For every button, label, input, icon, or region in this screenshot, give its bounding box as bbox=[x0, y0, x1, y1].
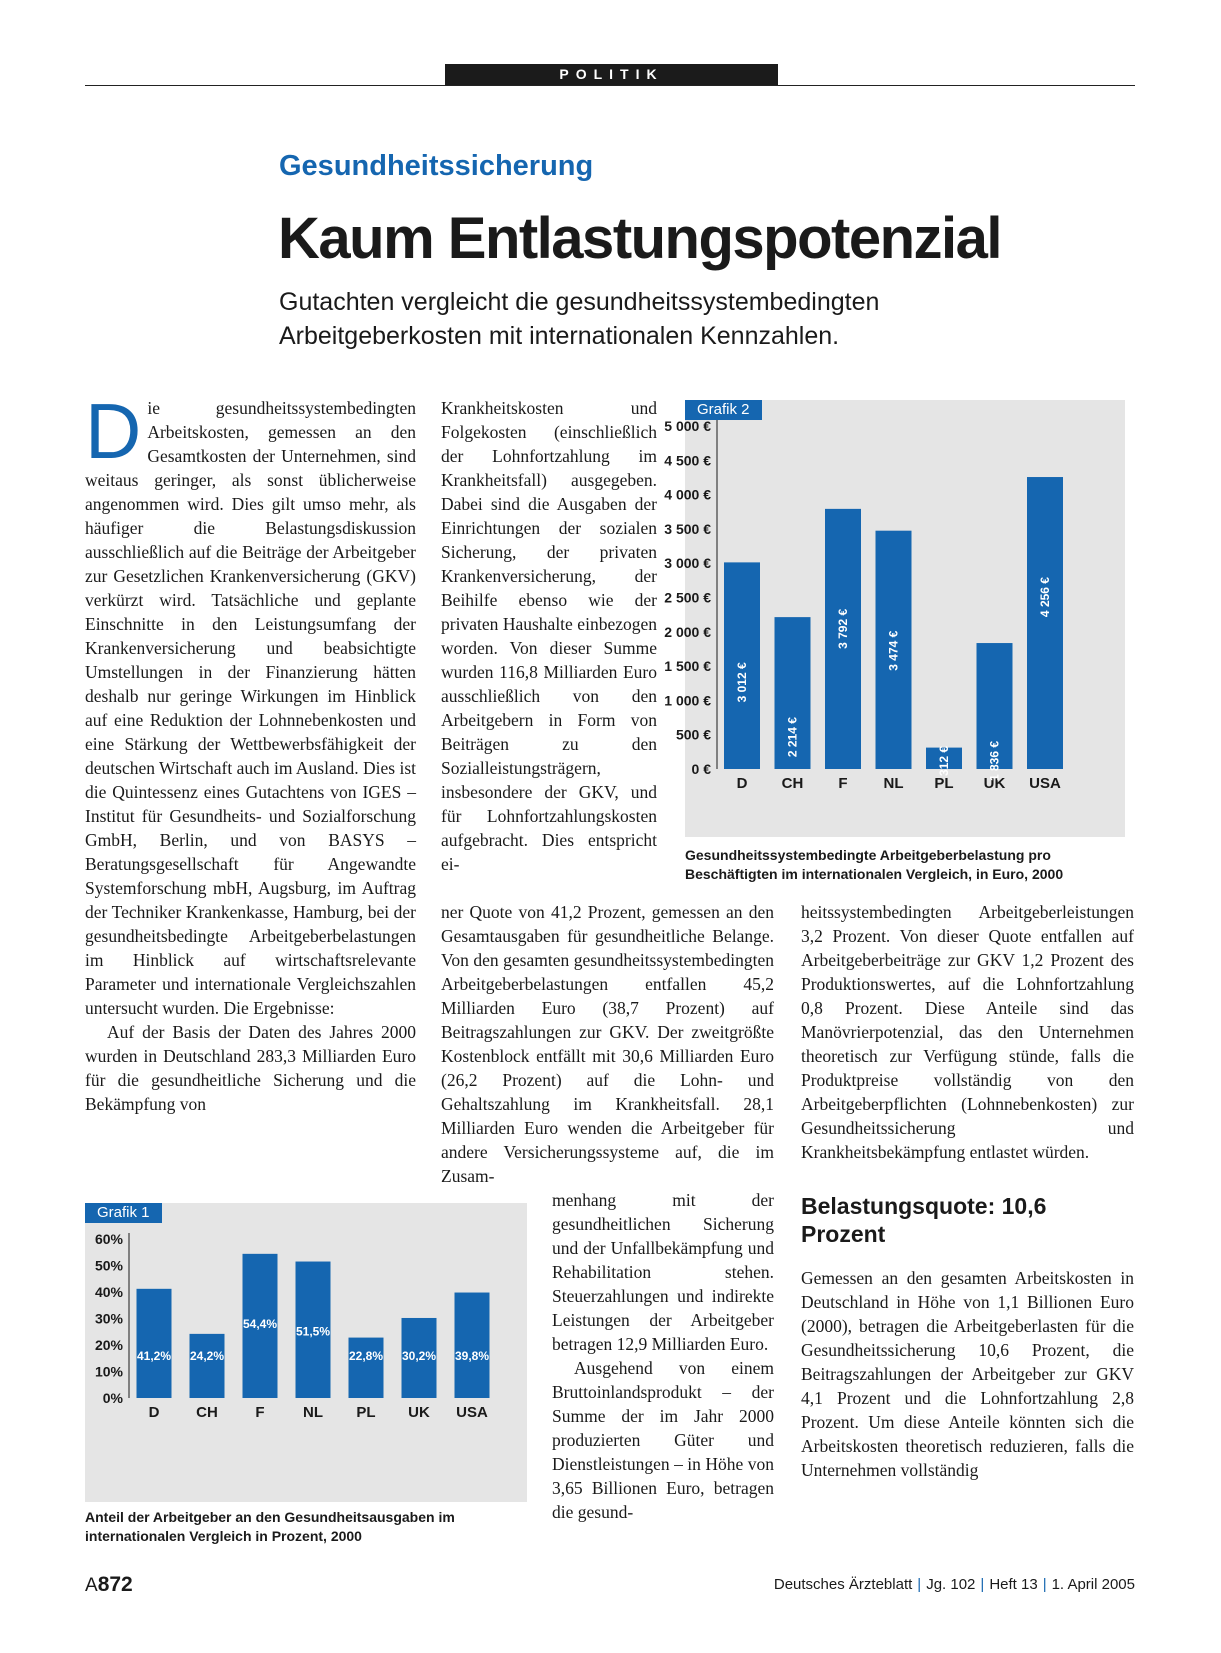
journal-date: 1. April 2005 bbox=[1051, 1576, 1135, 1593]
column-1 bbox=[85, 387, 416, 1116]
column-2-bottom bbox=[552, 1188, 774, 1524]
x-tick-label: CH bbox=[196, 1404, 218, 1421]
y-tick-label: 50% bbox=[94, 1257, 123, 1274]
data-label: 39,8% bbox=[454, 1349, 490, 1363]
subheading: Belastungsquote: 10,6 Prozent bbox=[801, 1193, 1047, 1247]
y-tick-label: 500 € bbox=[675, 726, 711, 743]
x-tick-label: PL bbox=[934, 775, 954, 792]
chart-tag: Grafik 2 bbox=[685, 400, 762, 420]
data-label: 4 256 € bbox=[1038, 577, 1052, 618]
article-kicker: Gesundheitssicherung bbox=[279, 150, 594, 182]
y-tick-label: 10% bbox=[94, 1363, 123, 1380]
x-tick-label: USA bbox=[1029, 775, 1061, 792]
x-tick-label: PL bbox=[356, 1404, 376, 1421]
bar-d bbox=[137, 1289, 172, 1398]
chart-caption: Gesundheitssystembedingte Arbeitgeberbelastung pro Beschäftigten im internationalen Vergleich, in Euro, 2000 bbox=[685, 847, 1064, 882]
page-number bbox=[85, 1573, 133, 1597]
page-prefix: A bbox=[85, 1575, 98, 1596]
y-tick-label: 4 500 € bbox=[664, 452, 711, 469]
x-tick-label: USA bbox=[456, 1404, 488, 1421]
page-number-value: 872 bbox=[97, 1573, 133, 1596]
drop-cap: D bbox=[85, 387, 142, 475]
x-tick-label: UK bbox=[408, 1404, 430, 1421]
y-tick-label: 20% bbox=[94, 1337, 123, 1353]
y-tick-label: 0 € bbox=[691, 761, 711, 777]
y-tick-label: 0% bbox=[102, 1390, 123, 1406]
y-tick-label: 40% bbox=[94, 1284, 123, 1300]
data-label: 51,5% bbox=[295, 1324, 331, 1339]
x-tick-label: D bbox=[736, 775, 748, 792]
data-label: 3 012 € bbox=[735, 662, 749, 703]
data-label: 1 836 € bbox=[987, 740, 1002, 782]
data-label: 30,2% bbox=[401, 1349, 437, 1363]
journal-name: Deutsches Ärzteblatt bbox=[773, 1576, 913, 1593]
y-tick-label: 60% bbox=[94, 1231, 123, 1247]
section-label: POLITIK bbox=[445, 64, 778, 85]
data-label: 2 214 € bbox=[785, 717, 800, 758]
journal-info: Deutsches Ärzteblatt | Jg. 102 | Heft 13 | 1. April 2005 bbox=[773, 1576, 1135, 1593]
data-label: 3 792 € bbox=[836, 608, 850, 649]
data-label: 41,2% bbox=[136, 1349, 172, 1363]
paragraph: heitssystembedingten Arbeitgeberleistungen 3,2 Prozent. Von dieser Quote entfallen auf Arbeitgeberbeiträge zur GKV 1,2 Prozent des Produktionswertes, auf die Lohnfortzahlung 0,8 Prozent. Diese Anteile sind das Manövrierpotenzial, das den Unternehmen theoretisch zur Verfügung stünde, falls die Produktpreise vollständig von den Arbeitgeberpflichten (Lohnnebenkosten) zur Gesundheitssicherung und Krankheitsbekämpfung entlastet würden. bbox=[801, 902, 1134, 1162]
column-2-middle bbox=[441, 900, 774, 1188]
y-tick-label: 1 000 € bbox=[664, 692, 711, 709]
y-tick-label: 30% bbox=[94, 1310, 123, 1327]
paragraph: ner Quote von 41,2 Prozent, gemessen an den Gesamtausgaben für gesundheitliche Belange. Von den gesamten gesundheitssystembedingten Arbeitgeberbelastungen entfallen 45,2 Milliarden Euro (38,7 Prozent) auf Beitragszahlungen zur GKV. Der zweitgrößte Kostenblock entfällt mit 30,6 Milliarden Euro (26,2 Prozent) auf die Lohn- und Gehaltszahlung im Krankheitsfall. 28,1 Milliarden Euro wenden die Arbeitgeber für andere Versicherungssysteme auf, die im Zusam- bbox=[441, 902, 774, 1186]
chart-grafik-2 bbox=[664, 400, 1125, 837]
paragraph: menhang mit der gesundheitlichen Sicherung und der Unfallbekämpfung und Rehabilitation stehen. Steuerzahlungen und indirekte Leistungen der Arbeitgeber betragen 12,9 Milliarden Euro. bbox=[552, 1190, 774, 1354]
y-tick-label: 5 000 € bbox=[664, 418, 711, 434]
data-label: 22,8% bbox=[348, 1349, 384, 1363]
y-tick-label: 2 000 € bbox=[664, 623, 711, 640]
x-tick-label: UK bbox=[983, 775, 1006, 792]
header-rule bbox=[85, 85, 1135, 86]
column-2-top bbox=[441, 396, 657, 876]
column-3 bbox=[801, 900, 1134, 1482]
article-headline: Kaum Entlastungspotenzial bbox=[278, 206, 1002, 271]
y-tick-label: 3 000 € bbox=[664, 555, 711, 572]
data-label: 3 474 € bbox=[886, 630, 901, 671]
chart-svg bbox=[664, 400, 1125, 837]
x-tick-label: F bbox=[255, 1404, 265, 1421]
x-tick-label: F bbox=[838, 775, 848, 792]
article-subtitle: Gutachten vergleicht die gesundheitssystembedingten Arbeitgeberkosten mit internationalen Kennzahlen. bbox=[279, 288, 880, 350]
journal-volume: Jg. 102 bbox=[926, 1576, 976, 1593]
bar-ch bbox=[190, 1334, 225, 1398]
paragraph: ie gesundheitssystembedingten Arbeitskosten, gemessen an den Gesamtkosten der Unternehmen, sind weitaus geringer, als sonst üblicherweise angenommen wird. Dies gilt umso mehr, als häufiger die Belastungsdiskussion ausschließlich auf die Beiträge der Arbeitgeber zur Gesetzlichen Krankenversicherung (GKV) verkürzt wird. Tatsächliche und geplante Einschnitte in den Leistungsumfang der Krankenversicherung und beabsichtigte Umstellungen in der Finanzierung hätten deshalb nur geringe Wirkungen im Hinblick auf eine Reduktion der Lohnnebenkosten und eine Stärkung der Wettbewerbsfähigkeit der deutschen Wirtschaft auch im Ausland. Dies ist die Quintessenz eines Gutachtens von IGES – Institut für Gesundheits- und Sozialforschung GmbH, Berlin, und von BASYS – Beratungsgesellschaft für Angewandte Systemforschung mbH, Augsburg, im Auftrag der Techniker Krankenkasse, Hamburg, bei der gesundheitsbedingte Arbeitgeberbelastungen im Hinblick auf wirtschaftsrelevante Parameter und internationale Vergleichszahlen untersucht wurden. Die Ergebnisse: bbox=[85, 398, 416, 1018]
data-label: 24,2% bbox=[189, 1349, 225, 1363]
y-tick-label: 2 500 € bbox=[664, 589, 711, 606]
bar-usa bbox=[455, 1293, 490, 1398]
data-label: 312 € bbox=[937, 745, 951, 777]
x-tick-label: D bbox=[148, 1404, 160, 1421]
y-tick-label: 1 500 € bbox=[664, 658, 711, 675]
y-tick-label: 3 500 € bbox=[664, 520, 711, 537]
x-tick-label: NL bbox=[303, 1404, 323, 1421]
chart-svg bbox=[85, 1203, 527, 1502]
x-tick-label: NL bbox=[883, 775, 904, 792]
chart-caption: Anteil der Arbeitgeber an den Gesundheitsausgaben im internationalen Vergleich in Prozent, 2000 bbox=[85, 1509, 455, 1544]
paragraph: Ausgehend von einem Bruttoinlandsprodukt – der Summe der im Jahr 2000 produzierten Güter und Dienstleistungen – in Höhe von 3,65 Billionen Euro, betragen die gesund- bbox=[552, 1358, 774, 1522]
bar-usa bbox=[1027, 477, 1063, 769]
journal-issue: Heft 13 bbox=[989, 1576, 1038, 1593]
chart-tag: Grafik 1 bbox=[85, 1203, 162, 1223]
chart-grafik-1 bbox=[85, 1203, 527, 1502]
x-tick-label: CH bbox=[781, 775, 804, 792]
data-label: 54,4% bbox=[242, 1316, 278, 1331]
paragraph: Gemessen an den gesamten Arbeitskosten in Deutschland in Höhe von 1,1 Billionen Euro (2000), betragen die Arbeitgeberlasten für die Gesundheitssicherung 10,6 Prozent, die Beitragszahlungen der Arbeitgeber zur GKV 4,1 Prozent und die Lohnfortzahlung 2,8 Prozent. Um diese Anteile könnten sich die Arbeitskosten theoretisch reduzieren, falls die Unternehmen vollständig bbox=[801, 1268, 1134, 1480]
paragraph: Auf der Basis der Daten des Jahres 2000 wurden in Deutschland 283,3 Milliarden Euro für die gesundheitliche Sicherung und die Bekämpfung von bbox=[85, 1022, 416, 1114]
bar-pl bbox=[349, 1338, 384, 1398]
y-tick-label: 4 000 € bbox=[664, 486, 711, 503]
paragraph: Krankheitskosten und Folgekosten (einschließlich der Lohnfortzahlung im Krankheitsfall) ausgegeben. Dabei sind die Ausgaben der Einrichtungen der sozialen Sicherung, der privaten Krankenversicherung, der Beihilfe ebenso wie der privaten Haushalte einbezogen worden. Von dieser Summe wurden 116,8 Milliarden Euro ausschließlich von den Arbeitgebern in Form von Beiträgen zu den Sozialleistungsträgern, insbesondere der GKV, und für Lohnfortzahlungskosten aufgebracht. Dies entspricht ei- bbox=[441, 398, 657, 874]
